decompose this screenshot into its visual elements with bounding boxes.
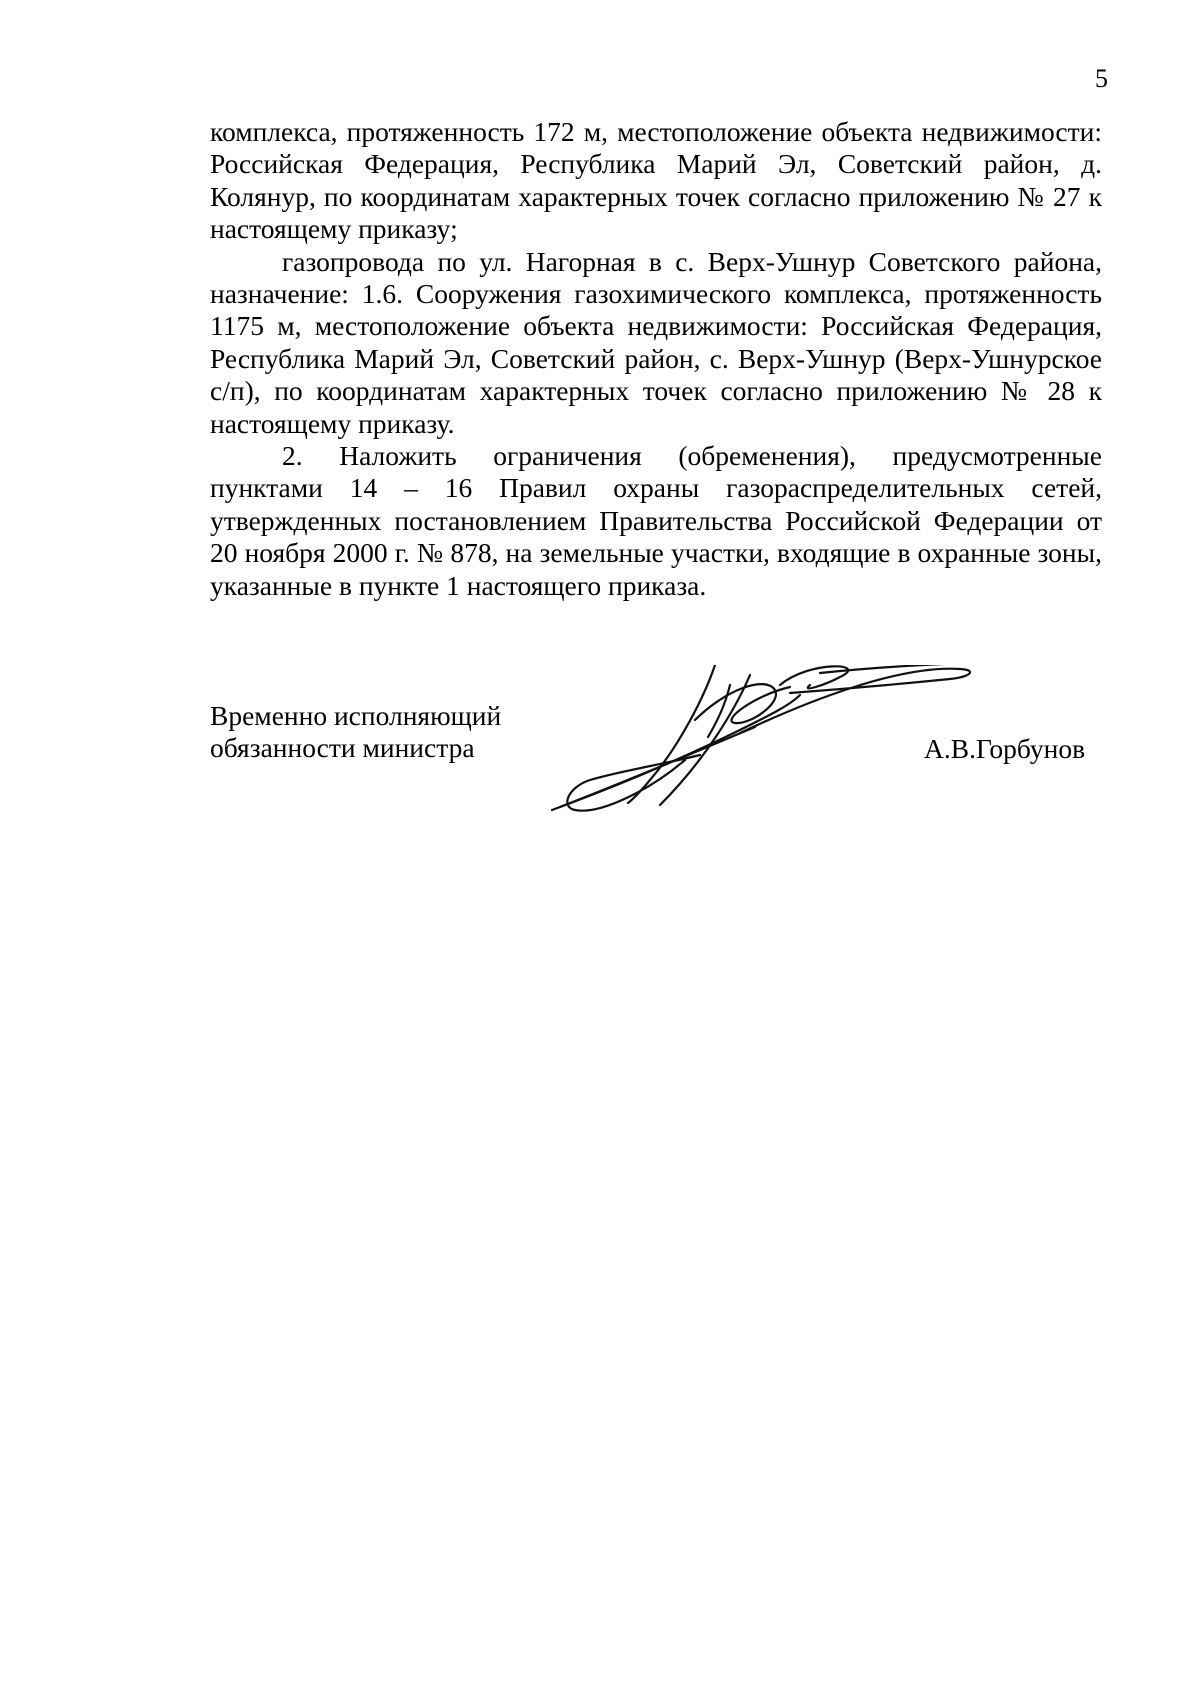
- signatory-name: А.В.Горбунов: [924, 733, 1086, 764]
- document-body: [210, 116, 1102, 602]
- paragraph-1: комплекса, протяженность 172 м, местоположение объекта недвижимости: Российская Федерация, Республика Марий Эл, Советский район, д. Колянур, по координатам характерных точек согласно приложению № 27 к настоящему приказу;: [210, 116, 1102, 245]
- page-number: 5: [1095, 64, 1108, 93]
- signatory-position: [210, 700, 501, 765]
- signatory-position-line-1: Временно исполняющий: [210, 700, 502, 731]
- paragraph-2: газопровода по ул. Нагорная в с. Верх-Ушнур Советского района, назначение: 1.6. Сооружения газохимического комплекса, протяженность 1175 м, местоположение объекта недвижимости: Российская Федерация, Республика Марий Эл, Советский район, с. Верх-Ушнур (Верх-Ушнурское с/п), по координатам характерных точек согласно приложению № 28 к настоящему приказу.: [210, 245, 1102, 439]
- paragraph-3: 2. Наложить ограничения (обременения), предусмотренные пунктами 14 – 16 Правил охраны газораспределительных сетей, утвержденных постановлением Правительства Российской Федерации от 20 ноября 2000 г. № 878, на земельные участки, входящие в охранные зоны, указанные в пункте 1 настоящего приказа.: [210, 440, 1102, 601]
- signatory-position-line-2: обязанности министра: [210, 732, 475, 764]
